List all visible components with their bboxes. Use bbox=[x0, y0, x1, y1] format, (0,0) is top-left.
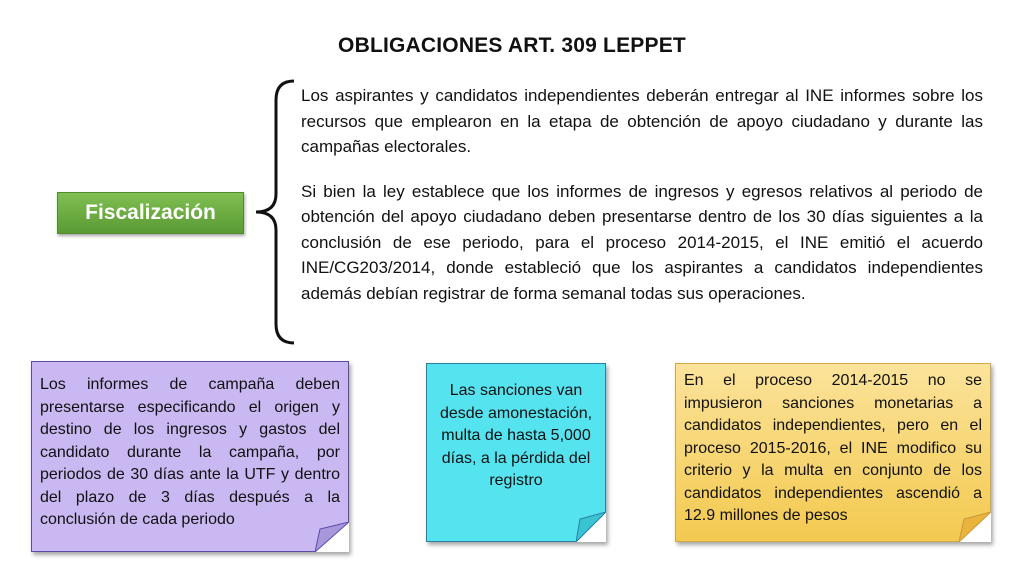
note-campaign-reports bbox=[31, 361, 349, 552]
curly-brace-icon bbox=[252, 78, 298, 346]
note-sanctions-text: Las sanciones van desde amonestación, multa de hasta 5,000 días, a la pérdida del registro bbox=[439, 382, 593, 489]
page-curl-icon bbox=[576, 512, 606, 542]
slide-title: OBLIGACIONES ART. 309 LEPPET bbox=[338, 34, 686, 57]
paragraph-1: Los aspirantes y candidatos independientes deberán entregar al INE informes sobre los recursos que emplearon en la etapa de obtención de apoyo ciudadano y durante las campañas electorales. bbox=[301, 86, 983, 156]
note-sanctions bbox=[426, 363, 606, 542]
page-curl-icon bbox=[959, 512, 991, 542]
paragraph-2: Si bien la ley establece que los informes de ingresos y egresos relativos al periodo de obtención del apoyo ciudadano deben presentarse dentro de los 30 días siguientes a la conclusión de ese periodo, para el proceso 2014-2015, el INE emitió el acuerdo INE/CG203/2014, donde estableció que los aspirantes a candidatos independientes además debían registrar de forma semanal todas sus operaciones. bbox=[301, 181, 983, 303]
note-fines-text: En el proceso 2014-2015 no se impusieron sanciones monetarias a candidatos independientes, pero en el proceso 2015-2016, el INE modifico su criterio y la multa en conjunto de los candidatos independientes ascendió a 12.9 millones de pesos bbox=[684, 372, 982, 524]
fiscalizacion-tag: Fiscalización bbox=[57, 192, 244, 234]
page-curl-icon bbox=[315, 522, 349, 552]
note-campaign-reports-text: Los informes de campaña deben presentarse especificando el origen y destino de los ingresos y gastos del candidato durante la campaña, por periodos de 30 días ante la UTF y dentro del plazo de 3 días después a la conclusión de cada periodo bbox=[40, 376, 340, 528]
body-text bbox=[301, 83, 983, 325]
note-fines bbox=[675, 363, 991, 542]
